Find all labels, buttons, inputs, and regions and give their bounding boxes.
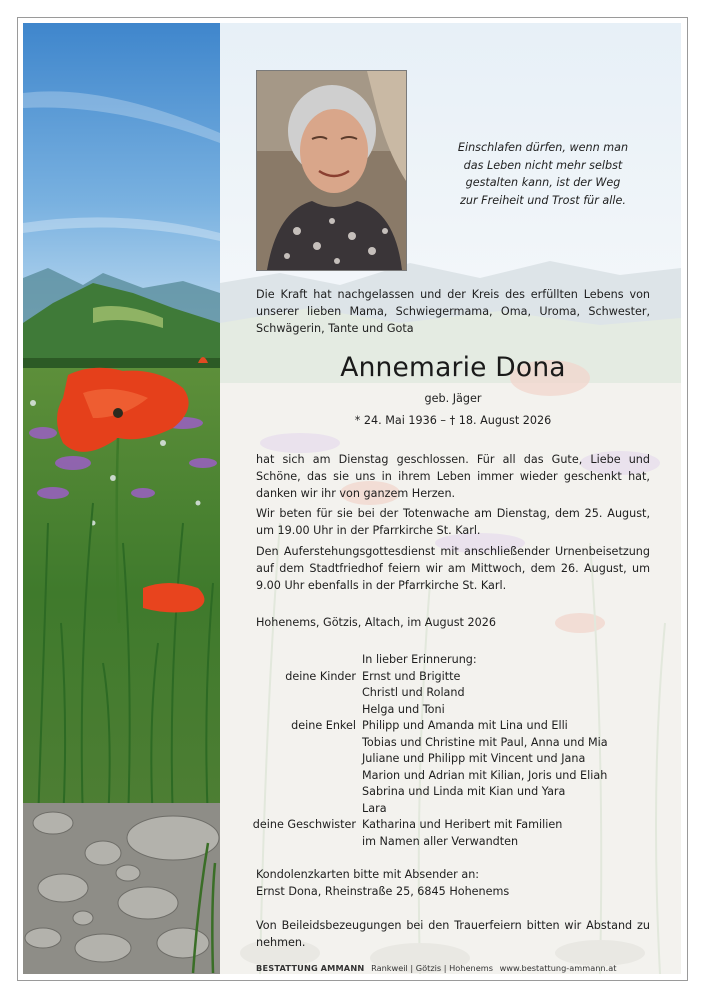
wake-paragraph: Wir beten für sie bei der Totenwache am Dienstag, dem 25. August, um 19.00 Uhr in der Pfarrkirche St. Karl.: [256, 507, 650, 537]
memorial-quote: [438, 139, 648, 209]
survivor-row: [230, 768, 660, 785]
survivor-names: Sabrina und Linda mit Kian und Yara: [362, 785, 566, 798]
survivor-role: [230, 685, 362, 702]
survivor-row: [230, 751, 660, 768]
footer-locations: Rankweil | Götzis | Hohenems: [371, 963, 493, 973]
funeral-home-footer: [256, 963, 676, 974]
portrait-photo: [256, 70, 407, 271]
survivor-role: [230, 735, 362, 752]
survivor-row: [230, 685, 660, 702]
quote-line: zur Freiheit und Trost für alle.: [460, 193, 626, 207]
survivor-names: Katharina und Heribert mit Familien: [362, 818, 563, 831]
survivor-row: [230, 817, 660, 834]
condolence-address: Ernst Dona, Rheinstraße 25, 6845 Hohenems: [256, 885, 510, 898]
quote-line: das Leben nicht mehr selbst: [463, 158, 623, 172]
survivor-row: [230, 652, 660, 669]
maiden-name: geb. Jäger: [424, 392, 482, 405]
survivor-row: [230, 669, 660, 686]
survivor-names: Marion und Adrian mit Kilian, Joris und Eliah: [362, 768, 608, 782]
condolence-line-1: Kondolenzkarten bitte mit Absender an:: [256, 868, 480, 881]
survivor-row: [230, 735, 660, 752]
survivor-names: Ernst und Brigitte: [362, 669, 461, 683]
survivors-list: [230, 652, 660, 850]
survivor-role: [230, 702, 362, 719]
survivor-row: [230, 801, 660, 818]
survivor-role: [230, 768, 362, 785]
life-dates: * 24. Mai 1936 – † 18. August 2026: [354, 414, 552, 427]
footer-brand: BESTATTUNG: [256, 963, 318, 973]
survivor-row: [230, 702, 660, 719]
survivor-role: deine Enkel: [291, 719, 356, 732]
survivor-role: [230, 652, 362, 669]
quote-line: Einschlafen dürfen, wenn man: [457, 141, 629, 154]
closing-paragraph: hat sich am Dienstag geschlossen. Für all das Gute, Liebe und Schöne, das sie uns in ihrem Leben immer wieder geschenkt hat, danken wir ihr von ganzem Herzen.: [256, 453, 650, 500]
survivor-role: [230, 751, 362, 768]
survivor-names: Lara: [362, 801, 387, 815]
survivor-role: [230, 834, 362, 851]
distance-note: Von Beileidsbezeugungen bei den Trauerfeiern bitten wir Abstand zu nehmen.: [256, 919, 650, 949]
survivor-names: Juliane und Philipp mit Vincent und Jana: [362, 752, 586, 765]
survivor-role: deine Kinder: [285, 669, 356, 683]
survivor-role: [230, 801, 362, 818]
survivor-role: deine Geschwister: [252, 818, 356, 831]
service-paragraph: Den Auferstehungsgottesdienst mit anschließender Urnenbeisetzung auf dem Stadtfriedhof feiern wir am Mittwoch, dem 26. August, um 9.00 Uhr ebenfalls in der Pfarrkirche St. Karl.: [256, 545, 650, 592]
survivor-role: [230, 784, 362, 801]
portrait-photo-icon: [257, 71, 406, 270]
survivor-row: [230, 784, 660, 801]
survivor-names: Helga und Toni: [362, 702, 445, 716]
place-date: Hohenems, Götzis, Altach, im August 2026: [256, 616, 496, 629]
survivor-names: In lieber Erinnerung:: [362, 653, 477, 666]
survivor-names: Philipp und Amanda mit Lina und Elli: [362, 719, 568, 732]
survivor-row: [230, 718, 660, 735]
survivor-names: Christl und Roland: [362, 686, 465, 699]
footer-website[interactable]: www.bestattung-ammann.at: [499, 963, 617, 973]
deceased-name: Annemarie Dona: [340, 352, 566, 383]
meadow-photo: [23, 23, 220, 974]
intro-text: Die Kraft hat nachgelassen und der Kreis des erfüllten Lebens von unserer lieben Mama, Schwiegermama, Oma, Uroma, Schwester, Schwägerin, Tante und Gota: [256, 288, 650, 335]
quote-line: gestalten kann, ist der Weg: [465, 176, 621, 189]
survivor-names: Tobias und Christine mit Paul, Anna und Mia: [362, 735, 608, 749]
footer-brand-name: AMMANN: [320, 963, 365, 973]
survivor-row: [230, 834, 660, 851]
survivor-names: im Namen aller Verwandten: [362, 834, 519, 848]
